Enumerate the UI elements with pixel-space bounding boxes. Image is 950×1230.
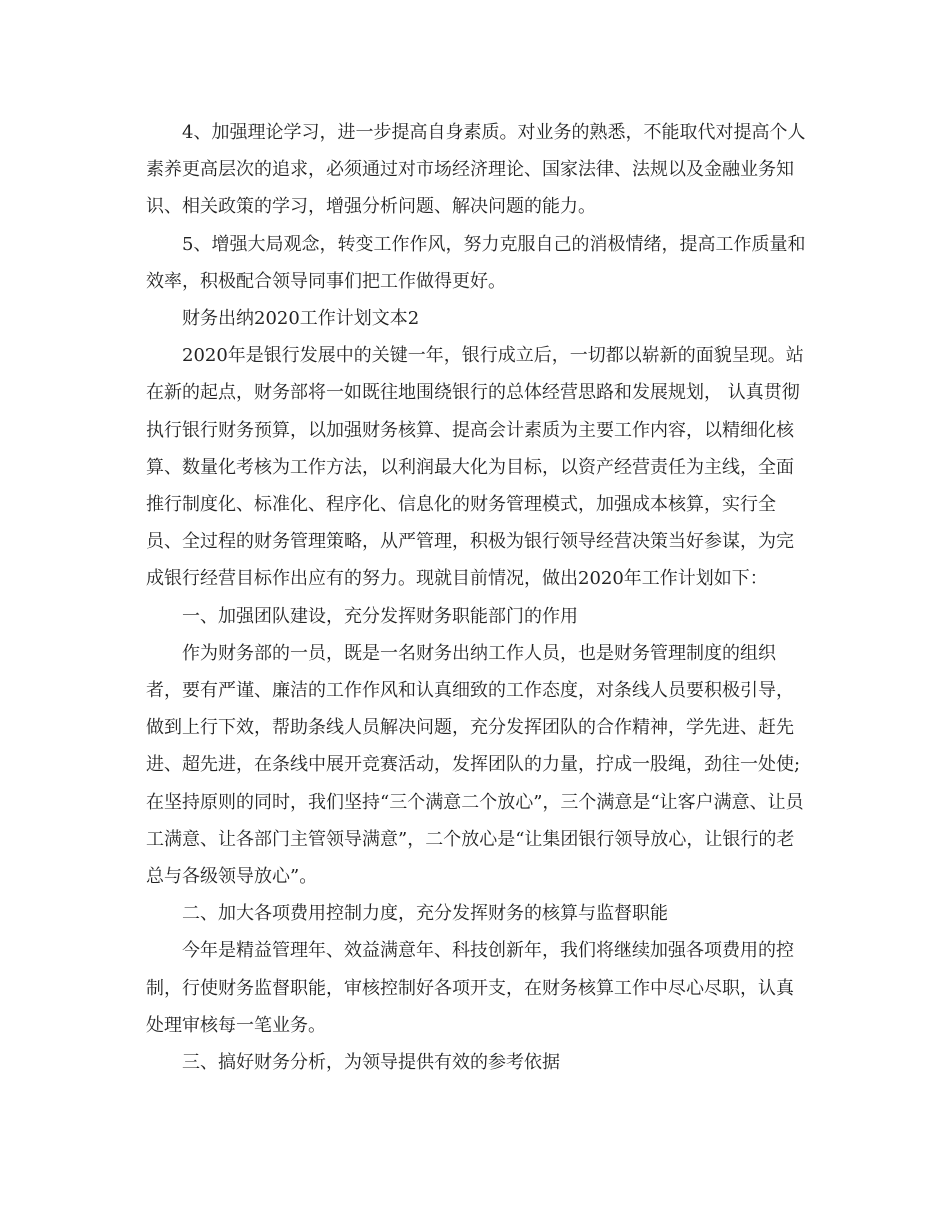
paragraph-intro: 2020年是银行发展中的关键一年，银行成立后，一切都以崭新的面貌呈现。站在新的起点，财务部将一如既往地围绕银行的总体经营思路和发展规划， 认真贯彻执行银行财务预算，以加强财务核算、提高会计素质为主要工作内容，以精细化核算、数量化考核为工作方法，以利润最大化为目标，以资产经营责任为主线，全面推行制度化、标准化、程序化、信息化的财务管理模式，加强成本核算，实行全员、全过程的财务管理策略，从严管理，积极为银行领导经营决策当好参谋，为完成银行经营目标作出应有的努力。现就目前情况，做出2020年工作计划如下： [146,345,804,590]
section-heading-2: 二、加大各项费用控制力度，充分发挥财务的核算与监督职能 [182,903,668,925]
paragraph-study: 4、加强理论学习，进一步提高自身素质。对业务的熟悉，不能取代对提高个人素养更高层次的追求，必须通过对市场经济理论、国家法律、法规以及金融业务知识、相关政策的学习，增强分析问题、解决问题的能力。 [146,122,806,218]
paragraph-overall-view: 5、增强大局观念，转变工作作风，努力克服自己的消极情绪，提高工作质量和效率，积极配合领导同事们把工作做得更好。 [146,233,806,292]
paragraph-team: 作为财务部的一员，既是一名财务出纳工作人员，也是财务管理制度的组织者，要有严谨、廉洁的工作作风和认真细致的工作态度，对条线人员要积极引导，做到上行下效，帮助条线人员解决问题，充分发挥团队的合作精神，学先进、赶先进、超先进，在条线中展开竞赛活动，发挥团队的力量，拧成一股绳，劲往一处使;在坚持原则的同时，我们坚持“三个满意二个放心”，三个满意是“让客户满意、让员工满意、让各部门主管领导满意”，二个放心是“让集团银行领导放心，让银行的老总与各级领导放心”。 [146,642,804,888]
section-heading-3: 三、搞好财务分析，为领导提供有效的参考依据 [182,1052,560,1074]
paragraph-cost-control: 今年是精益管理年、效益满意年、科技创新年，我们将继续加强各项费用的控制，行使财务监督职能，审核控制好各项开支，在财务核算工作中尽心尽职，认真处理审核每一笔业务。 [146,940,794,1036]
document-body [146,114,806,1081]
section-title: 财务出纳2020工作计划文本2 [182,308,420,330]
section-heading-1: 一、加强团队建设，充分发挥财务职能部门的作用 [182,605,578,627]
